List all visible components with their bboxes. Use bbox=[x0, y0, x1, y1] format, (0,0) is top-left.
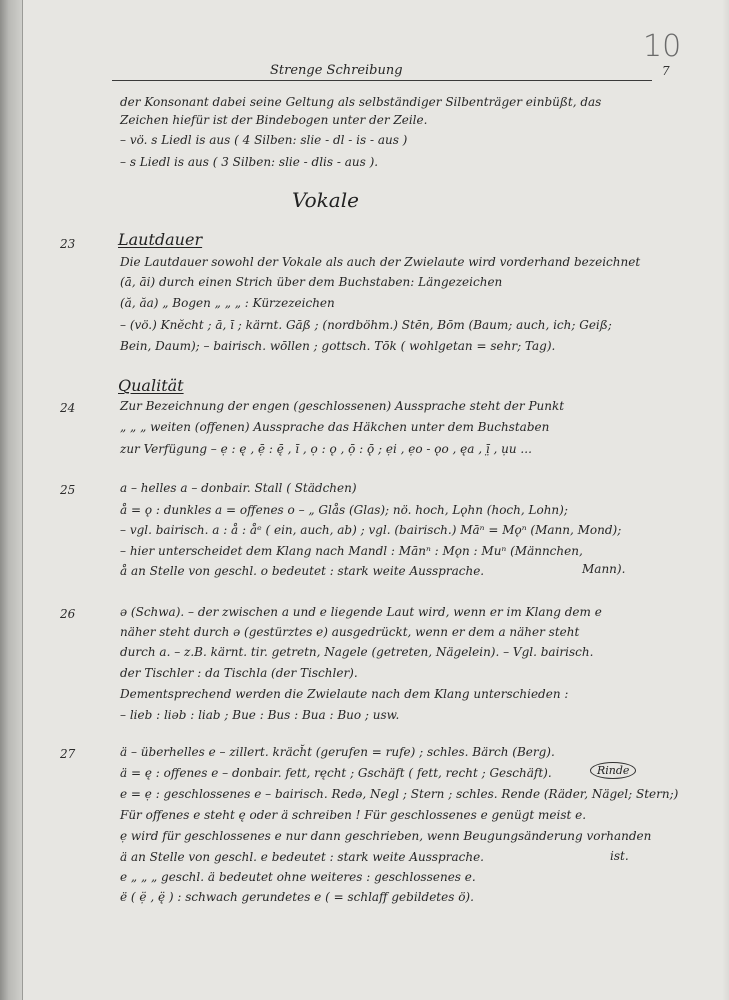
running-header-title: Strenge Schreibung bbox=[270, 63, 403, 78]
intro-line-3: – vö. s Liedl is aus ( 4 Silben: slie - dl - is - aus ) bbox=[120, 133, 408, 147]
s23-line-5: Bein, Daum); – bairisch. wōllen ; gottsch. Tōk ( wohlgetan = sehr; Tag). bbox=[120, 339, 556, 353]
pencil-page-number: 10 bbox=[643, 29, 682, 64]
paragraph-number-26: 26 bbox=[60, 607, 76, 621]
s24-line-3: zur Verfügung – ẹ : ę , ẹ̄ : ę̄ , ī , ọ : ǫ , ọ̄ : ǭ ; ẹi , ẹo - ǫo , ęa , ī̤ , ụu ... bbox=[120, 442, 532, 456]
heading-qualitaet: Qualität bbox=[118, 376, 184, 395]
paragraph-number-24: 24 bbox=[60, 401, 76, 415]
header-rule bbox=[112, 80, 652, 81]
s24-line-1: Zur Bezeichnung der engen (geschlossenen) Aussprache steht der Punkt bbox=[120, 399, 565, 413]
s26-line-3: durch a. – z.B. kärnt. tir. getretn, Nagele (getreten, Nägelein). – Vgl. bairisch. bbox=[120, 645, 594, 659]
s26-line-1: ə (Schwa). – der zwischen a und e liegende Laut wird, wenn er im Klang dem e bbox=[120, 605, 602, 619]
intro-line-4: – s Liedl is aus ( 3 Silben: slie - dlis - aus ). bbox=[120, 155, 379, 169]
s25-line-5: å an Stelle von geschl. o bedeutet : stark weite Aussprache. bbox=[120, 564, 485, 578]
intro-line-2: Zeichen hiefür ist der Bindebogen unter der Zeile. bbox=[120, 113, 428, 127]
s27-line-5: ẹ wird für geschlossenes e nur dann geschrieben, wenn Beugungsänderung vorhanden bbox=[120, 829, 652, 843]
page-edge-shadow bbox=[722, 0, 729, 1000]
s27-line-7: e „ „ „ geschl. ä bedeutet ohne weiteres : geschlossenes e. bbox=[120, 870, 476, 884]
paragraph-number-25: 25 bbox=[60, 483, 76, 497]
s27-line-4: Für offenes e steht ę oder ä schreiben ! Für geschlossenes e genügt meist e. bbox=[120, 808, 587, 822]
section-title: Vokale bbox=[292, 188, 359, 212]
s23-line-3: (ă, ăa) „ Bogen „ „ „ : Kürzezeichen bbox=[120, 296, 335, 310]
s27-line-8: ë ( ẹ̈ , ę̈ ) : schwach gerundetes e ( = schlaff gebildetes ö). bbox=[120, 890, 474, 904]
binding-gutter bbox=[0, 0, 22, 1000]
s27-line-6: ä an Stelle von geschl. e bedeutet : stark weite Aussprache. bbox=[120, 850, 484, 864]
s26-line-6: – lieb : liəb : liab ; Bue : Bus : Bua : Buo ; usw. bbox=[120, 708, 400, 722]
s27-line-1: ä – überhelles e – zillert. kräch̆t (gerufen = rufe) ; schles. Bärch (Berg). bbox=[120, 745, 555, 759]
circled-annotation: Rinde bbox=[590, 762, 636, 779]
s27-line-2: ä = ę : offenes e – donbair. fett, ręcht ; Gschäft ( fett, recht ; Geschäft). bbox=[120, 766, 552, 780]
paragraph-number-27: 27 bbox=[60, 747, 76, 761]
s24-line-2: „ „ „ weiten (offenen) Aussprache das Häkchen unter dem Buchstaben bbox=[120, 420, 550, 434]
s25-line-5-right: Mann). bbox=[582, 562, 626, 576]
s27-line-3: e = ẹ : geschlossenes e – bairisch. Redə, Negl ; Stern ; schles. Rende (Räder, Nägel; Stern;) bbox=[120, 787, 679, 801]
s23-line-1: Die Lautdauer sowohl der Vokale als auch der Zwielaute wird vorderhand bezeichnet bbox=[120, 255, 641, 269]
s25-line-4: – hier unterscheidet dem Klang nach Mandl : Mānⁿ : Mǫn : Muⁿ (Männchen, bbox=[120, 544, 583, 558]
s27-line-6-right: ist. bbox=[610, 849, 629, 863]
s25-line-1: a – helles a – donbair. Stall ( Städchen) bbox=[120, 481, 357, 495]
s26-line-2: näher steht durch ə (gestürztes e) ausgedrückt, wenn er dem a näher steht bbox=[120, 625, 580, 639]
s26-line-5: Dementsprechend werden die Zwielaute nach dem Klang unterschieden : bbox=[120, 687, 569, 701]
s23-line-2: (ā, āi) durch einen Strich über dem Buchstaben: Längezeichen bbox=[120, 275, 503, 289]
s26-line-4: der Tischler : da Tischla (der Tischler). bbox=[120, 666, 358, 680]
s25-line-2: å = ǫ : dunkles a = offenes o – „ Glås (Glas); nö. hoch, Lǫhn (hoch, Lohn); bbox=[120, 503, 568, 517]
intro-line-1: der Konsonant dabei seine Geltung als selbständiger Silbenträger einbüßt, das bbox=[120, 95, 602, 109]
s23-line-4: – (vö.) Knĕcht ; ā, ī ; kärnt. Gāß ; (nordböhm.) Stēn, Bōm (Baum; auch, ich; Geiß; bbox=[120, 318, 612, 332]
paragraph-number-23: 23 bbox=[60, 237, 76, 251]
heading-lautdauer: Lautdauer bbox=[118, 230, 203, 249]
page-number: 7 bbox=[662, 64, 670, 78]
s25-line-3: – vgl. bairisch. a : å : åᵉ ( ein, auch, ab) ; vgl. (bairisch.) Māⁿ = Mǫⁿ (Mann, Mond); bbox=[120, 523, 622, 537]
